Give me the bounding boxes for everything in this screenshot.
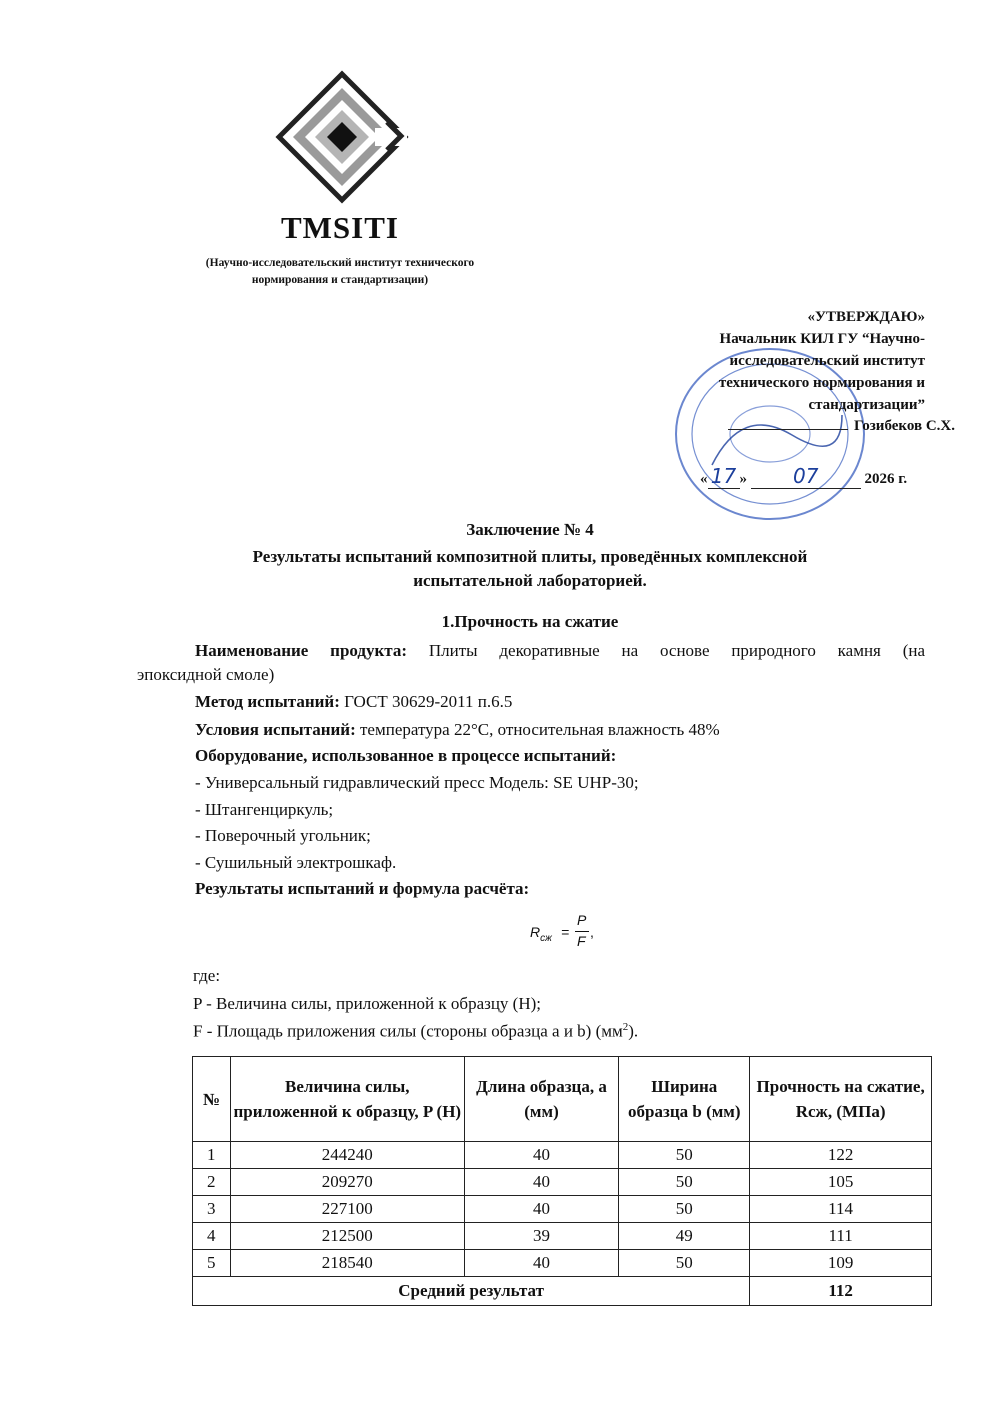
org-subtitle-line1: (Научно-исследовательский институт технического bbox=[205, 257, 475, 269]
header-length: Длина образца, a (мм) bbox=[464, 1057, 619, 1142]
f-definition: F - Площадь приложения силы (стороны образца a и b) $(мм^2)$. bbox=[193, 1021, 639, 1041]
date-day: 17 bbox=[708, 464, 740, 489]
table-row bbox=[193, 1196, 932, 1223]
cell-length: 39 bbox=[464, 1223, 619, 1250]
formula-lhs: $R_{сж}$ bbox=[530, 924, 552, 944]
cell-strength: 122 bbox=[750, 1142, 932, 1169]
cell-width: 49 bbox=[619, 1223, 750, 1250]
product-line bbox=[195, 641, 925, 661]
equipment-item: - Универсальный гидравлический пресс Модель: SE UHP-30; bbox=[195, 773, 639, 792]
equipment-item: - Штангенциркуль; bbox=[195, 800, 334, 819]
conditions-label: Условия испытаний: bbox=[195, 720, 356, 739]
org-name: TMSITI bbox=[281, 210, 399, 245]
cell-force: 209270 bbox=[230, 1169, 464, 1196]
product-value-continued: эпоксидной смоле) bbox=[137, 665, 275, 684]
results-label: Результаты испытаний и формула расчёта: bbox=[195, 879, 530, 898]
org-subtitle bbox=[160, 255, 520, 289]
date-close-quote: » bbox=[739, 471, 747, 487]
cell-width: 50 bbox=[619, 1196, 750, 1223]
signatory-name: Гозибеков С.Х. bbox=[854, 418, 955, 434]
average-row bbox=[193, 1277, 932, 1306]
signature-line bbox=[728, 429, 848, 430]
cell-number: 4 bbox=[193, 1223, 231, 1250]
approval-title: «УТВЕРЖДАЮ» bbox=[807, 309, 925, 325]
cell-strength: 109 bbox=[750, 1250, 932, 1277]
cell-force: 218540 bbox=[230, 1250, 464, 1277]
cell-number: 3 bbox=[193, 1196, 231, 1223]
average-value: 112 bbox=[750, 1277, 932, 1306]
header-strength: Прочность на сжатие, Rсж, (МПа) bbox=[750, 1057, 932, 1142]
approval-line2: исследовательский институт bbox=[729, 353, 925, 369]
table-row bbox=[193, 1142, 932, 1169]
average-label: Средний результат bbox=[193, 1277, 750, 1306]
p-definition: P - Величина силы, приложенной к образцу (Н); bbox=[193, 994, 541, 1013]
cell-length: 40 bbox=[464, 1250, 619, 1277]
tmsiti-logo-icon bbox=[275, 70, 410, 205]
approval-block bbox=[655, 306, 955, 488]
date-year: 2026 г. bbox=[864, 471, 908, 487]
section-title: 1.Прочность на сжатие bbox=[441, 612, 619, 631]
equipment-item: - Сушильный электрошкаф. bbox=[195, 853, 397, 872]
formula-equals: = bbox=[561, 924, 570, 940]
approval-line4: стандартизации” bbox=[808, 397, 925, 413]
conditions-line bbox=[195, 720, 720, 740]
cell-length: 40 bbox=[464, 1142, 619, 1169]
cell-number: 1 bbox=[193, 1142, 231, 1169]
document-subtitle-line1: Результаты испытаний композитной плиты, проведённых комплексной bbox=[252, 547, 808, 566]
cell-strength: 114 bbox=[750, 1196, 932, 1223]
strength-formula bbox=[520, 912, 640, 957]
formula-fraction-bar bbox=[575, 931, 589, 932]
document-title: Заключение № 4 bbox=[466, 520, 594, 539]
table-row bbox=[193, 1250, 932, 1277]
date-month: 07 bbox=[751, 464, 861, 489]
equipment-item: - Поверочный угольник; bbox=[195, 826, 371, 845]
approval-date bbox=[700, 464, 960, 489]
product-label: Наименование продукта: bbox=[195, 641, 408, 660]
conditions-value: температура 22°C, относительная влажность 48% bbox=[360, 720, 720, 739]
cell-width: 50 bbox=[619, 1142, 750, 1169]
cell-number: 5 bbox=[193, 1250, 231, 1277]
where-label: где: bbox=[193, 966, 221, 985]
header-force: Величина силы, приложенной к образцу, P (Н) bbox=[230, 1057, 464, 1142]
org-subtitle-line2: нормирования и стандартизации) bbox=[251, 274, 429, 286]
formula-comma: , bbox=[590, 924, 594, 940]
cell-force: 212500 bbox=[230, 1223, 464, 1250]
cell-length: 40 bbox=[464, 1196, 619, 1223]
cell-force: 227100 bbox=[230, 1196, 464, 1223]
method-line bbox=[195, 692, 512, 712]
formula-numerator: P bbox=[577, 912, 587, 928]
cell-force: 244240 bbox=[230, 1142, 464, 1169]
cell-length: 40 bbox=[464, 1169, 619, 1196]
document-subtitle-line2: испытательной лабораторией. bbox=[413, 571, 647, 590]
method-label: Метод испытаний: bbox=[195, 692, 340, 711]
date-open-quote: « bbox=[700, 471, 708, 487]
table-header-row bbox=[193, 1057, 932, 1142]
header-number: № bbox=[193, 1057, 231, 1142]
approval-line3: технического нормирования и bbox=[718, 375, 925, 391]
method-value: ГОСТ 30629-2011 п.6.5 bbox=[344, 692, 513, 711]
product-value: Плиты декоративные на основе природного камня (на bbox=[428, 641, 926, 660]
table-row bbox=[193, 1169, 932, 1196]
cell-strength: 111 bbox=[750, 1223, 932, 1250]
header-width: Ширина образца b (мм) bbox=[619, 1057, 750, 1142]
results-table bbox=[192, 1056, 932, 1306]
formula-denominator: F bbox=[577, 933, 586, 949]
cell-width: 50 bbox=[619, 1169, 750, 1196]
cell-number: 2 bbox=[193, 1169, 231, 1196]
signature-row bbox=[670, 418, 955, 435]
table-row bbox=[193, 1223, 932, 1250]
equipment-label: Оборудование, использованное в процессе испытаний: bbox=[195, 746, 617, 765]
cell-strength: 105 bbox=[750, 1169, 932, 1196]
approval-line1: Начальник КИЛ ГУ “Научно- bbox=[719, 331, 925, 347]
cell-width: 50 bbox=[619, 1250, 750, 1277]
